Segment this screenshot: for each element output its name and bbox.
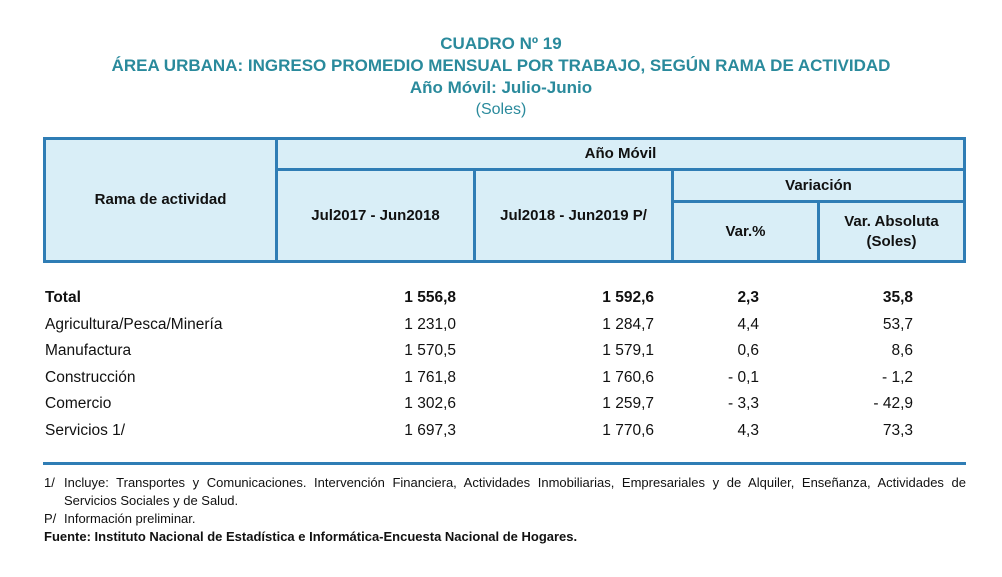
table-subtitle: Año Móvil: Julio-Junio [409,78,593,97]
cell-var-pct: - 0,1 [727,368,759,386]
cell-var-pct: 4,4 [737,315,759,333]
table-title-block [0,33,1002,121]
row-label: Construcción [45,368,136,386]
header-var-abs [820,203,963,260]
cell-var-abs: 53,7 [882,315,913,333]
row-label: Manufactura [45,342,132,360]
cell-var-pct: - 3,3 [727,395,759,413]
table-row [44,366,966,393]
header-anio-movil: Año Móvil [584,145,657,162]
cell-var-abs: - 42,9 [873,395,913,413]
row-label: Servicios 1/ [45,421,126,439]
table-row [44,339,966,366]
cell-2019: 1 579,1 [602,342,654,360]
cell-2018: 1 231,0 [404,315,456,333]
header-rama: Rama de actividad [94,191,227,208]
table-header [43,137,966,263]
footnote-1 [44,474,966,510]
footnote-text: Información preliminar. [64,511,196,526]
cell-2018: 1 761,8 [404,368,456,386]
table-number: CUADRO Nº 19 [440,34,562,53]
cell-var-pct: 0,6 [737,342,759,360]
table-row [44,419,966,446]
footnote-text: Incluye: Transportes y Comunicaciones. Intervención Financiera, Actividades Inmobiliarias, Empresariales y de Alquiler, Enseñanza, Actividades de Servicios Sociales y de Salud. [64,475,966,508]
cell-2018: 1 697,3 [404,421,456,439]
cell-var-pct: 4,3 [737,421,759,439]
footnote-key: P/ [44,511,57,526]
table-body [44,286,966,446]
header-col-2018: Jul2017 - Jun2018 [311,206,440,224]
cell-var-abs: - 1,2 [881,368,913,386]
cell-var-abs: 8,6 [891,342,913,360]
footnote-2 [44,510,966,528]
cell-2019: 1 760,6 [602,368,654,386]
footnote-key: 1/ [44,475,55,490]
table-row [44,286,966,313]
table-title: ÁREA URBANA: INGRESO PROMEDIO MENSUAL POR TRABAJO, SEGÚN RAMA DE ACTIVIDAD [111,56,891,75]
source-note: Fuente: Instituto Nacional de Estadística e Informática-Encuesta Nacional de Hogares. [44,529,578,544]
cell-2018: 1 570,5 [404,342,456,360]
row-label: Total [45,289,81,306]
cell-var-abs: 73,3 [882,421,913,439]
header-col-2019: Jul2018 - Jun2019 P/ [500,206,647,224]
header-var-abs-line1: Var. Absoluta [844,212,939,230]
cell-var-abs: 35,8 [882,289,913,306]
header-var-abs-line2: (Soles) [866,232,917,250]
cell-2019: 1 592,6 [602,289,654,306]
table-units: (Soles) [475,101,527,118]
cell-var-pct: 2,3 [737,289,759,306]
cell-2018: 1 556,8 [404,289,456,306]
cell-2018: 1 302,6 [404,395,456,413]
row-label: Agricultura/Pesca/Minería [45,315,223,333]
cell-2019: 1 259,7 [602,395,654,413]
table-bottom-rule [43,462,966,465]
cell-2019: 1 284,7 [602,315,654,333]
header-var-pct: Var.% [725,222,766,240]
header-variacion: Variación [785,176,852,194]
row-label: Comercio [45,395,112,413]
table-row [44,313,966,340]
table-row [44,392,966,419]
cell-2019: 1 770,6 [602,421,654,439]
table-footnotes [44,474,966,546]
